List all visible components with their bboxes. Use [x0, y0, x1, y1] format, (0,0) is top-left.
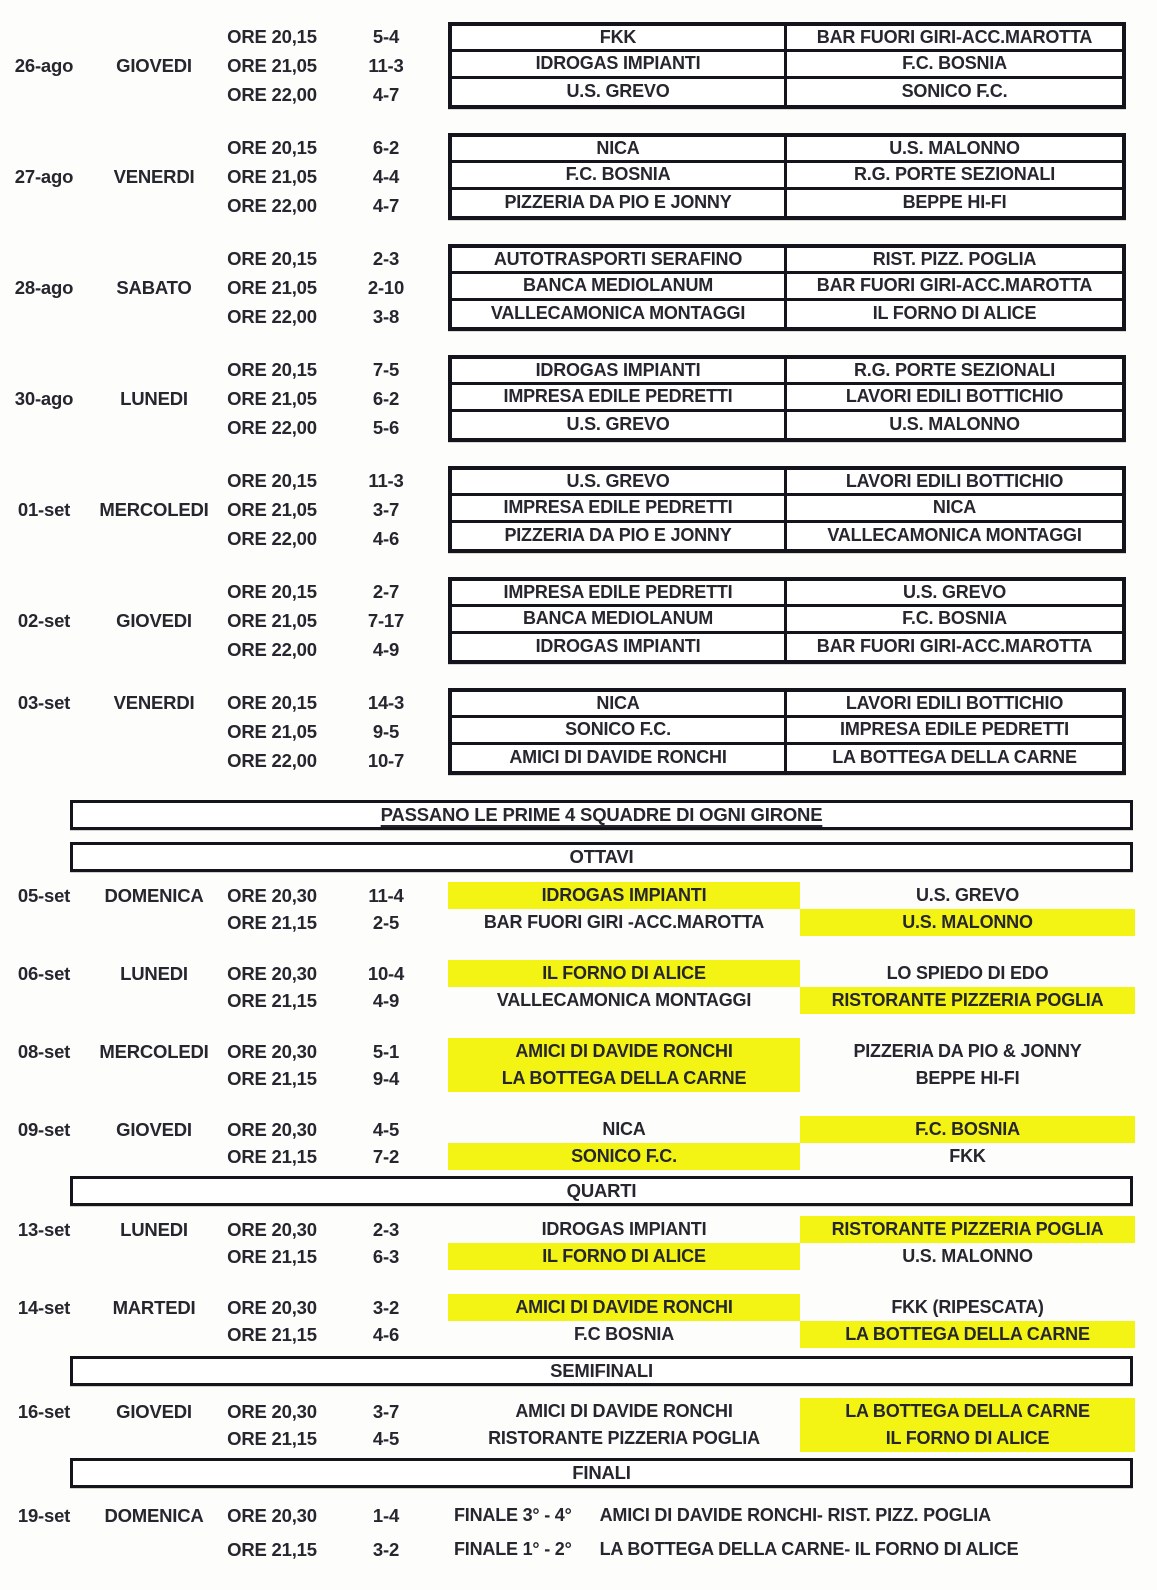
group-match-table [448, 22, 1126, 109]
group-section [0, 466, 1157, 553]
home-team-cell: F.C. BOSNIA [452, 163, 787, 189]
match-score: 2-5 [372, 911, 400, 933]
match-score: 11-3 [368, 469, 404, 491]
match-score: 1-4 [372, 1504, 400, 1526]
group-match-table [448, 133, 1126, 220]
away-team-cell: NICA [787, 496, 1122, 522]
group-match-table [448, 466, 1126, 553]
match-time: ORE 22,00 [227, 305, 317, 327]
match-day: GIOVEDI [116, 1118, 192, 1140]
match-date: 08-set [17, 1040, 71, 1062]
match-date: 02-set [17, 609, 71, 631]
home-team-cell: U.S. GREVO [452, 470, 787, 496]
match-time: ORE 21,15 [227, 1323, 317, 1345]
home-team-cell: NICA [452, 137, 787, 163]
final-label: FINALE 1° - 2° [454, 1539, 572, 1559]
home-team-cell: FKK [452, 26, 787, 52]
home-team-cell: BANCA MEDIOLANUM [452, 607, 787, 633]
match-score: 11-3 [368, 54, 404, 76]
away-team-cell: BAR FUORI GIRI-ACC.MAROTTA [787, 26, 1122, 52]
stage-banner-ottavi [70, 842, 1133, 872]
home-team-cell: U.S. GREVO [452, 412, 787, 438]
away-team-cell: R.G. PORTE SEZIONALI [787, 359, 1122, 385]
match-score: 5-1 [372, 1040, 400, 1062]
away-team-cell: VALLECAMONICA MONTAGGI [827, 525, 1082, 546]
away-team-cell: U.S. MALONNO [889, 414, 1020, 435]
banner-label-finali: FINALI [572, 1462, 631, 1483]
match-time: ORE 20,15 [227, 580, 317, 602]
match-score: 4-7 [372, 194, 400, 216]
match-date: 13-set [17, 1218, 71, 1240]
match-time: ORE 22,00 [227, 194, 317, 216]
away-team-cell: LAVORI EDILI BOTTICHIO [787, 692, 1122, 718]
away-team-cell: LA BOTTEGA DELLA CARNE [800, 1398, 1135, 1425]
away-team-cell: IMPRESA EDILE PEDRETTI [787, 718, 1122, 744]
group-match-table [448, 688, 1126, 775]
semifinali-section [0, 1398, 1157, 1452]
banner-label-semifinali: SEMIFINALI [550, 1360, 653, 1381]
away-team-cell: F.C. BOSNIA [787, 607, 1122, 633]
group-section [0, 22, 1157, 109]
home-team-cell: SONICO F.C. [452, 718, 787, 744]
match-time: ORE 21,05 [227, 387, 317, 409]
home-team-cell: BAR FUORI GIRI -ACC.MAROTTA [483, 912, 765, 932]
group-section [0, 688, 1157, 775]
match-time: ORE 20,30 [227, 1218, 317, 1240]
away-team-cell: U.S. GREVO [915, 885, 1020, 905]
ottavi-section [0, 1116, 1157, 1170]
home-team-cell: PIZZERIA DA PIO E JONNY [452, 523, 787, 549]
match-time: ORE 21,05 [227, 276, 317, 298]
away-team-cell: BEPPE HI-FI [902, 192, 1007, 213]
match-time: ORE 22,00 [227, 83, 317, 105]
match-score: 10-7 [367, 749, 405, 771]
away-team-cell: LAVORI EDILI BOTTICHIO [787, 385, 1122, 411]
match-score: 4-5 [372, 1427, 400, 1449]
match-score: 5-4 [372, 25, 400, 47]
away-team-cell: IL FORNO DI ALICE [872, 303, 1037, 324]
match-time: ORE 22,00 [227, 749, 317, 771]
match-score: 6-2 [372, 387, 400, 409]
match-time: ORE 20,15 [227, 358, 317, 380]
match-score: 6-2 [372, 136, 400, 158]
match-score: 9-5 [372, 720, 400, 742]
match-score: 3-8 [372, 305, 400, 327]
match-score: 3-2 [372, 1538, 400, 1560]
match-time: ORE 21,05 [227, 54, 317, 76]
away-team-cell: RISTORANTE PIZZERIA POGLIA [800, 987, 1135, 1014]
match-time: ORE 21,05 [227, 720, 317, 742]
away-team-cell: R.G. PORTE SEZIONALI [787, 163, 1122, 189]
away-team-cell: SONICO F.C. [901, 81, 1008, 102]
match-time: ORE 20,15 [227, 469, 317, 491]
match-time: ORE 20,30 [227, 1040, 317, 1062]
stage-banner-passano [70, 800, 1133, 830]
match-date: 01-set [17, 498, 71, 520]
match-score: 3-7 [372, 1400, 400, 1422]
away-team-cell: PIZZERIA DA PIO & JONNY [853, 1041, 1082, 1061]
match-time: ORE 22,00 [227, 527, 317, 549]
home-team-cell: AUTOTRASPORTI SERAFINO [452, 248, 787, 274]
banner-label-ottavi: OTTAVI [569, 846, 634, 867]
away-team-cell: FKK (RIPESCATA) [891, 1297, 1044, 1317]
match-date: 30-ago [14, 387, 74, 409]
match-score: 4-9 [372, 989, 400, 1011]
away-team-cell: F.C. BOSNIA [800, 1116, 1135, 1143]
stage-banner-semifinali [70, 1356, 1133, 1386]
match-score: 11-4 [368, 884, 404, 906]
match-score: 2-7 [372, 580, 400, 602]
group-section [0, 355, 1157, 442]
match-score: 14-3 [367, 691, 405, 713]
away-team-cell: BAR FUORI GIRI-ACC.MAROTTA [787, 274, 1122, 300]
group-section [0, 133, 1157, 220]
banner-label-passano: PASSANO LE PRIME 4 SQUADRE DI OGNI GIRONE [380, 804, 823, 825]
final-line [448, 1536, 1157, 1563]
match-time: ORE 20,15 [227, 691, 317, 713]
group-match-table [448, 355, 1126, 442]
match-score: 2-3 [372, 1218, 400, 1240]
home-team-cell: IL FORNO DI ALICE [448, 1243, 800, 1270]
home-team-cell: IL FORNO DI ALICE [448, 960, 800, 987]
match-time: ORE 20,30 [227, 1504, 317, 1526]
match-date: 05-set [17, 884, 71, 906]
final-teams: LA BOTTEGA DELLA CARNE- IL FORNO DI ALICE [599, 1539, 1019, 1559]
match-time: ORE 20,30 [227, 1118, 317, 1140]
away-team-cell: U.S. MALONNO [787, 137, 1122, 163]
match-day: DOMENICA [104, 1504, 204, 1526]
final-teams: AMICI DI DAVIDE RONCHI- RIST. PIZZ. POGLIA [599, 1505, 991, 1525]
match-score: 3-2 [372, 1296, 400, 1318]
match-date: 28-ago [14, 276, 74, 298]
match-date: 03-set [17, 691, 71, 713]
away-team-cell: U.S. MALONNO [800, 909, 1135, 936]
home-team-cell: IMPRESA EDILE PEDRETTI [452, 581, 787, 607]
home-team-cell: BANCA MEDIOLANUM [452, 274, 787, 300]
match-day: GIOVEDI [116, 609, 192, 631]
away-team-cell: LA BOTTEGA DELLA CARNE [832, 747, 1077, 768]
match-date: 09-set [17, 1118, 71, 1140]
home-team-cell: PIZZERIA DA PIO E JONNY [452, 190, 787, 216]
match-day: LUNEDI [120, 1218, 188, 1240]
match-date: 26-ago [14, 54, 74, 76]
match-time: ORE 21,15 [227, 1067, 317, 1089]
match-time: ORE 21,05 [227, 165, 317, 187]
match-time: ORE 20,30 [227, 884, 317, 906]
ottavi-section [0, 960, 1157, 1014]
match-score: 7-2 [372, 1145, 400, 1167]
group-match-table [448, 577, 1126, 664]
away-team-cell: U.S. GREVO [787, 581, 1122, 607]
home-team-cell: VALLECAMONICA MONTAGGI [496, 990, 752, 1010]
match-time: ORE 21,05 [227, 609, 317, 631]
match-score: 3-7 [372, 498, 400, 520]
home-team-cell: IDROGAS IMPIANTI [448, 882, 800, 909]
match-score: 4-4 [372, 165, 400, 187]
ottavi-section [0, 882, 1157, 936]
away-team-cell: BEPPE HI-FI [915, 1068, 1020, 1088]
match-time: ORE 20,30 [227, 1296, 317, 1318]
home-team-cell: VALLECAMONICA MONTAGGI [452, 301, 787, 327]
match-score: 10-4 [367, 962, 405, 984]
home-team-cell: AMICI DI DAVIDE RONCHI [448, 1038, 800, 1065]
away-team-cell: BAR FUORI GIRI-ACC.MAROTTA [816, 636, 1093, 657]
away-team-cell: LA BOTTEGA DELLA CARNE [800, 1321, 1135, 1348]
match-time: ORE 20,30 [227, 1400, 317, 1422]
final-row [0, 1502, 1157, 1529]
match-score: 2-3 [372, 247, 400, 269]
match-day: GIOVEDI [116, 1400, 192, 1422]
match-day: VENERDI [113, 691, 195, 713]
home-team-cell: U.S. GREVO [452, 79, 787, 105]
home-team-cell: LA BOTTEGA DELLA CARNE [448, 1065, 800, 1092]
match-time: ORE 20,30 [227, 962, 317, 984]
match-date: 27-ago [14, 165, 74, 187]
away-team-cell: LO SPIEDO DI EDO [886, 963, 1049, 983]
match-day: MARTEDI [112, 1296, 196, 1318]
match-time: ORE 21,15 [227, 1245, 317, 1267]
match-score: 4-5 [372, 1118, 400, 1140]
home-team-cell: RISTORANTE PIZZERIA POGLIA [488, 1428, 760, 1448]
home-team-cell: AMICI DI DAVIDE RONCHI [448, 1294, 800, 1321]
match-time: ORE 21,15 [227, 1538, 317, 1560]
home-team-cell: IMPRESA EDILE PEDRETTI [452, 385, 787, 411]
home-team-cell: NICA [602, 1119, 646, 1139]
match-score: 7-5 [372, 358, 400, 380]
match-time: ORE 20,15 [227, 136, 317, 158]
home-team-cell: IDROGAS IMPIANTI [452, 52, 787, 78]
match-time: ORE 21,15 [227, 911, 317, 933]
banner-label-quarti: QUARTI [566, 1180, 637, 1201]
home-team-cell: SONICO F.C. [448, 1143, 800, 1170]
match-score: 5-6 [372, 416, 400, 438]
match-day: LUNEDI [120, 962, 188, 984]
quarti-section [0, 1294, 1157, 1348]
match-day: SABATO [116, 276, 192, 298]
group-section [0, 577, 1157, 664]
match-date: 16-set [17, 1400, 71, 1422]
match-time: ORE 21,15 [227, 1145, 317, 1167]
away-team-cell: U.S. MALONNO [902, 1246, 1033, 1266]
stage-banner-finali [70, 1458, 1133, 1488]
home-team-cell: F.C BOSNIA [573, 1324, 674, 1344]
ottavi-section [0, 1038, 1157, 1092]
match-day: VENERDI [113, 165, 195, 187]
match-time: ORE 21,15 [227, 989, 317, 1011]
away-team-cell: RIST. PIZZ. POGLIA [787, 248, 1122, 274]
away-team-cell: RISTORANTE PIZZERIA POGLIA [800, 1216, 1135, 1243]
match-time: ORE 22,00 [227, 638, 317, 660]
away-team-cell: IL FORNO DI ALICE [800, 1425, 1135, 1452]
home-team-cell: IDROGAS IMPIANTI [452, 634, 787, 660]
match-date: 19-set [17, 1504, 71, 1526]
group-section [0, 244, 1157, 331]
away-team-cell: FKK [949, 1146, 986, 1166]
match-time: ORE 21,15 [227, 1427, 317, 1449]
match-day: MERCOLEDI [99, 498, 209, 520]
match-score: 6-3 [372, 1245, 400, 1267]
match-score: 4-6 [372, 1323, 400, 1345]
home-team-cell: IDROGAS IMPIANTI [541, 1219, 707, 1239]
home-team-cell: IMPRESA EDILE PEDRETTI [452, 496, 787, 522]
final-row [0, 1536, 1157, 1563]
home-team-cell: AMICI DI DAVIDE RONCHI [515, 1401, 733, 1421]
quarti-section [0, 1216, 1157, 1270]
home-team-cell: IDROGAS IMPIANTI [452, 359, 787, 385]
match-score: 9-4 [372, 1067, 400, 1089]
match-time: ORE 20,15 [227, 247, 317, 269]
final-label: FINALE 3° - 4° [454, 1505, 572, 1525]
home-team-cell: NICA [452, 692, 787, 718]
match-time: ORE 22,00 [227, 416, 317, 438]
match-day: MERCOLEDI [99, 1040, 209, 1062]
match-day: LUNEDI [120, 387, 188, 409]
match-time: ORE 21,05 [227, 498, 317, 520]
away-team-cell: LAVORI EDILI BOTTICHIO [787, 470, 1122, 496]
stage-banner-quarti [70, 1176, 1133, 1206]
match-score: 4-9 [372, 638, 400, 660]
match-score: 4-6 [372, 527, 400, 549]
final-line [448, 1502, 1157, 1529]
match-date: 06-set [17, 962, 71, 984]
match-time: ORE 20,15 [227, 25, 317, 47]
match-day: DOMENICA [104, 884, 204, 906]
away-team-cell: F.C. BOSNIA [787, 52, 1122, 78]
home-team-cell: AMICI DI DAVIDE RONCHI [452, 745, 787, 771]
group-match-table [448, 244, 1126, 331]
match-score: 4-7 [372, 83, 400, 105]
match-day: GIOVEDI [116, 54, 192, 76]
match-score: 2-10 [367, 276, 405, 298]
match-score: 7-17 [367, 609, 405, 631]
match-date: 14-set [17, 1296, 71, 1318]
